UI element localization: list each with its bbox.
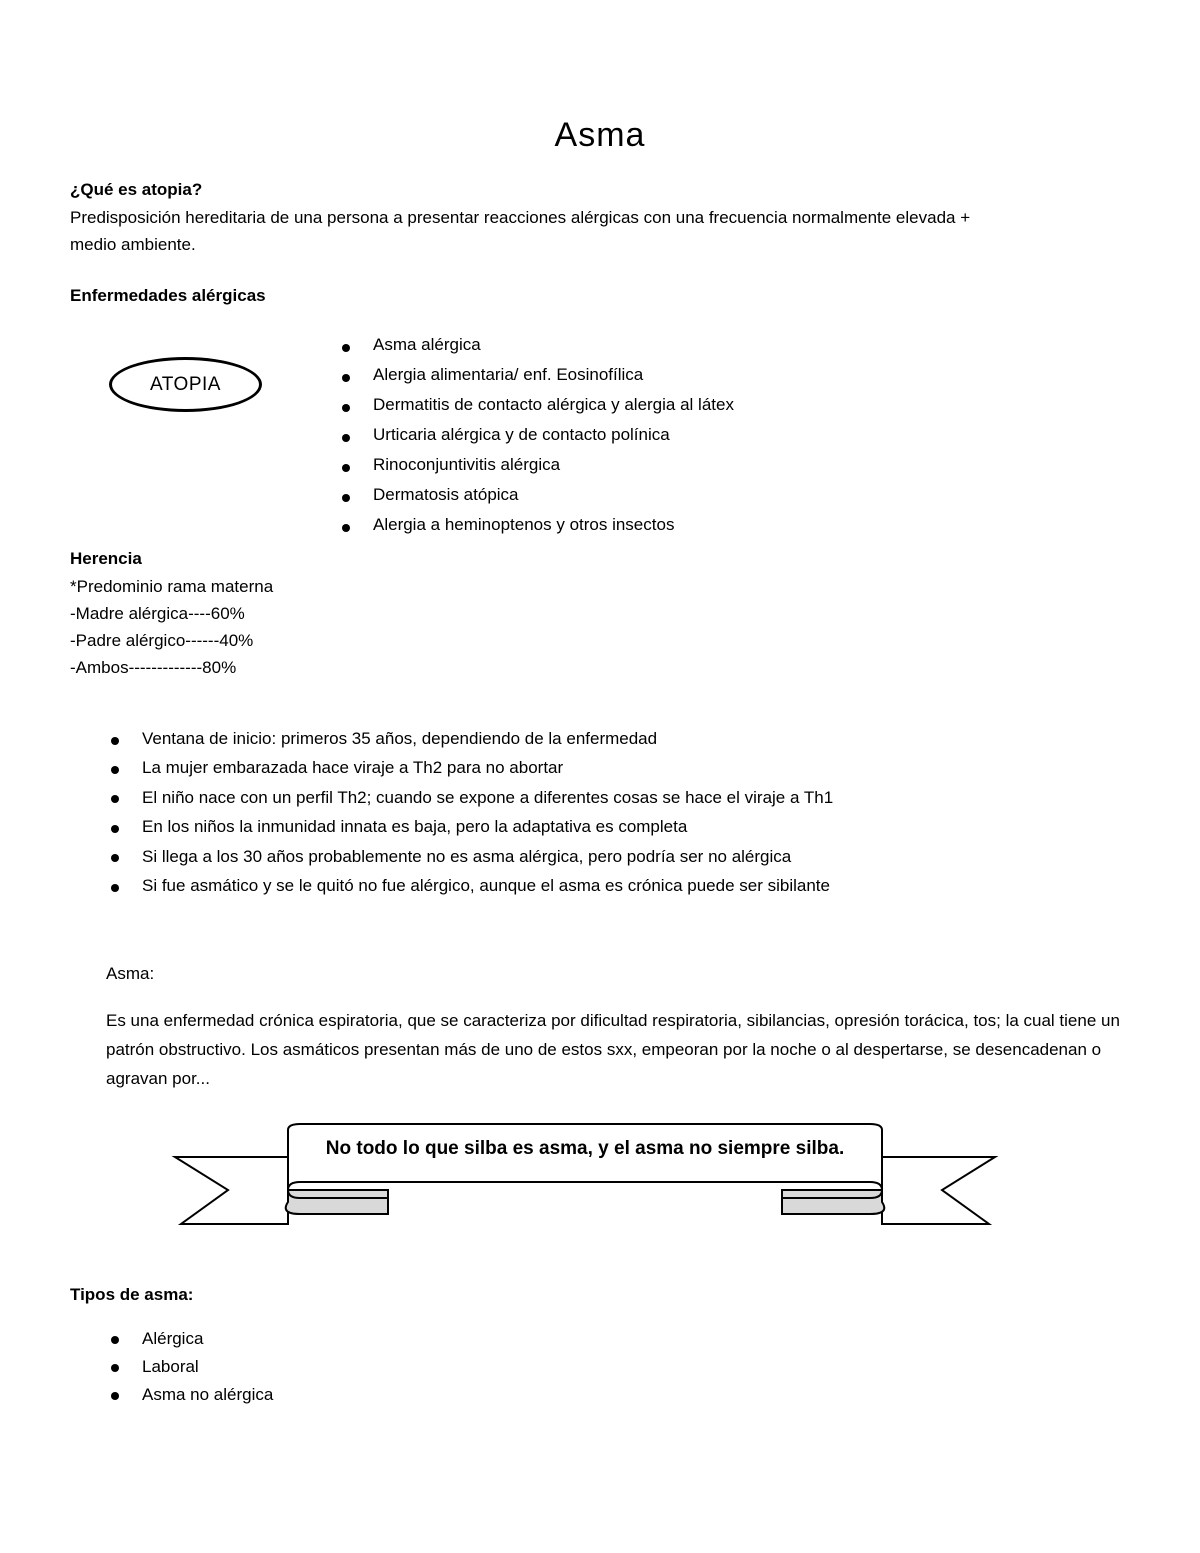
heredity-line: -Ambos-------------80%	[70, 658, 237, 677]
heredity-line: -Madre alérgica----60%	[70, 604, 245, 623]
list-item: Asma alérgica	[373, 333, 734, 363]
asthma-definition: Es una enfermedad crónica espiratoria, que se caracteriza por dificultad respiratoria, sibilancias, opresión torácica, tos; la cual tiene un patrón obstructivo. Los asmáticos presentan más de uno de estos sxx, empeoran por la noche o al despertarse, se desencadenan o agravan por...	[106, 1011, 1120, 1088]
list-item: La mujer embarazada hace viraje a Th2 para no abortar	[142, 755, 833, 784]
heredity-line: -Padre alérgico------40%	[70, 631, 254, 650]
asthma-types-heading: Tipos de asma:	[70, 1285, 194, 1304]
list-item: Rinoconjuntivitis alérgica	[373, 453, 734, 483]
page-title: Asma	[554, 116, 646, 154]
list-item: Dermatitis de contacto alérgica y alergia al látex	[373, 393, 734, 423]
allergic-diseases-heading: Enfermedades alérgicas	[70, 286, 266, 305]
list-item: Alérgica	[142, 1326, 273, 1354]
list-item: Alergia alimentaria/ enf. Eosinofílica	[373, 363, 734, 393]
atopia-question: ¿Qué es atopia?	[70, 180, 203, 199]
atopia-ellipse-label: ATOPIA	[150, 373, 221, 395]
notes-list	[142, 726, 833, 902]
list-item: Alergia a heminoptenos y otros insectos	[373, 513, 734, 543]
list-item: El niño nace con un perfil Th2; cuando se expone a diferentes cosas se hace el viraje a Th1	[142, 785, 833, 814]
banner-text: No todo lo que silba es asma, y el asma no siempre silba.	[325, 1138, 845, 1159]
list-item: Asma no alérgica	[142, 1382, 273, 1410]
list-item: Si fue asmático y se le quitó no fue alérgico, aunque el asma es crónica puede ser sibilante	[142, 873, 833, 902]
atopia-definition-line2: medio ambiente.	[70, 235, 196, 254]
list-item: Si llega a los 30 años probablemente no es asma alérgica, pero podría ser no alérgica	[142, 844, 833, 873]
asthma-types-list	[142, 1326, 273, 1410]
list-item: Dermatosis atópica	[373, 483, 734, 513]
list-item: En los niños la inmunidad innata es baja, pero la adaptativa es completa	[142, 814, 833, 843]
allergic-diseases-list	[373, 333, 734, 543]
atopia-definition-line1: Predisposición hereditaria de una persona a presentar reacciones alérgicas con una frecuencia normalmente elevada +	[70, 208, 971, 227]
list-item: Ventana de inicio: primeros 35 años, dependiendo de la enfermedad	[142, 726, 833, 755]
list-item: Laboral	[142, 1354, 273, 1382]
asthma-label: Asma:	[106, 964, 155, 983]
heredity-heading: Herencia	[70, 549, 142, 568]
atopia-ellipse	[109, 357, 262, 412]
list-item: Urticaria alérgica y de contacto polínica	[373, 423, 734, 453]
heredity-line: *Predominio rama materna	[70, 577, 274, 596]
